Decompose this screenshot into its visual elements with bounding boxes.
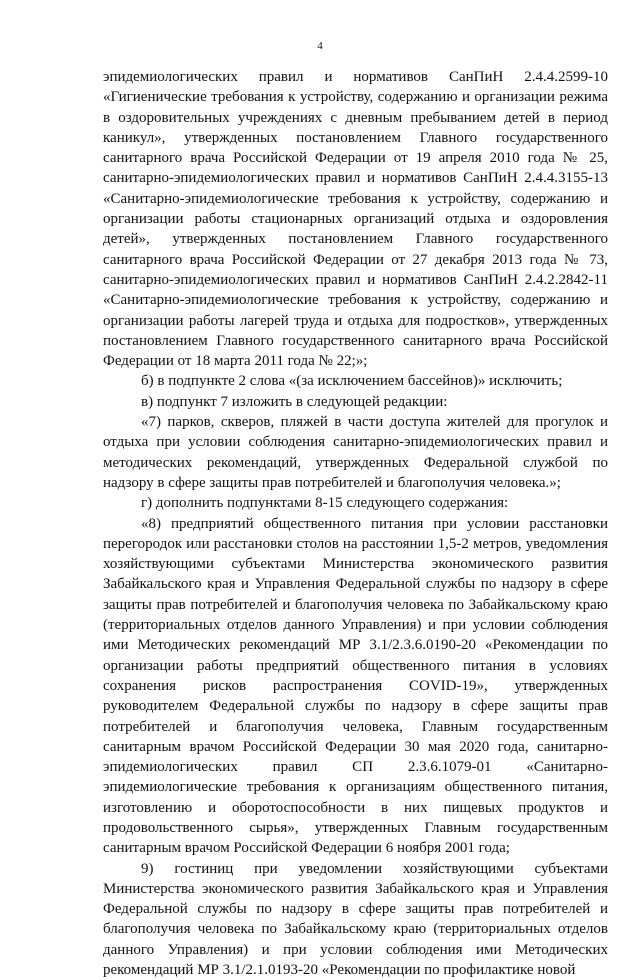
paragraph-item-7: «7) парков, скверов, пляжей в части доступа жителей для прогулок и отдыха при условии соблюдения санитарно-эпидемиологических правил и методических рекомендаций, утвержденных Федеральной службой по надзору в сфере защиты прав потребителей и благополучия человека.»; [103, 414, 608, 491]
document-body [103, 67, 608, 980]
paragraph-continuation: эпидемиологических правил и нормативов СанПиН 2.4.4.2599-10 «Гигиенические требования к устройству, содержанию и организации режима в оздоровительных учреждениях с дневным пребыванием детей в период каникул», утвержденных постановлением Главного государственного санитарного врача Российской Федерации от 19 апреля 2010 года № 25, санитарно-эпидемиологических правил и нормативов СанПиН 2.4.4.3155-13 «Санитарно-эпидемиологические требования к устройству, содержанию и организации работы стационарных организаций отдыха и оздоровления детей», утвержденных постановлением Главного государственного санитарного врача Российской Федерации от 27 декабря 2013 года № 73, санитарно-эпидемиологических правил и нормативов СанПиН 2.4.2.2842-11 «Санитарно-эпидемиологические требования к устройству, содержанию и организации работы лагерей труда и отдыха для подростков», утвержденных постановлением Главного государственного санитарного врача Российской Федерации от 18 марта 2011 года № 22;»; [103, 69, 608, 370]
paragraph-subitem-g: г) дополнить подпунктами 8-15 следующего содержания: [141, 495, 509, 512]
paragraph-item-9: 9) гостиниц при уведомлении хозяйствующими субъектами Министерства экономического развития Забайкальского края и Управления Федеральной службы по надзору в сфере защиты прав потребителей и благополучия человека по Забайкальскому краю (территориальных отделов данного Управления) и при условии соблюдения ими Методических рекомендаций МР 3.1/2.1.0193-20 «Рекомендации по профилактике новой [103, 860, 608, 979]
paragraph-item-8: «8) предприятий общественного питания при условии расстановки перегородок или расстановки столов на расстоянии 1,5-2 метров, уведомления хозяйствующими субъектами Министерства экономического развития Забайкальского края и Управления Федеральной службы по надзору в сфере защиты прав потребителей и благополучия человека по Забайкальскому краю (территориальных отделов данного Управления) и при условии соблюдения ими Методических рекомендаций МР 3.1/2.3.6.0190-20 «Рекомендации по организации работы предприятий общественного питания в условиях сохранения рисков распространения COVID-19», утвержденных руководителем Федеральной службы по надзору в сфере защиты прав потребителей и благополучия человека, Главным государственным санитарным врачом Российской Федерации 30 мая 2020 года, санитарно-эпидемиологических правил СП 2.3.6.1079-01 «Санитарно-эпидемиологические требования к организациям общественного питания, изготовлению и оборотоспособности в них пищевых продуктов и продовольственного сырья», утвержденных Главным государственным санитарным врачом Российской Федерации 6 ноября 2001 года; [103, 515, 608, 857]
paragraph-subitem-v: в) подпункт 7 изложить в следующей редакции: [141, 393, 448, 410]
page-number: 4 [317, 40, 323, 52]
paragraph-subitem-b: б) в подпункте 2 слова «(за исключением бассейнов)» исключить; [141, 373, 563, 390]
